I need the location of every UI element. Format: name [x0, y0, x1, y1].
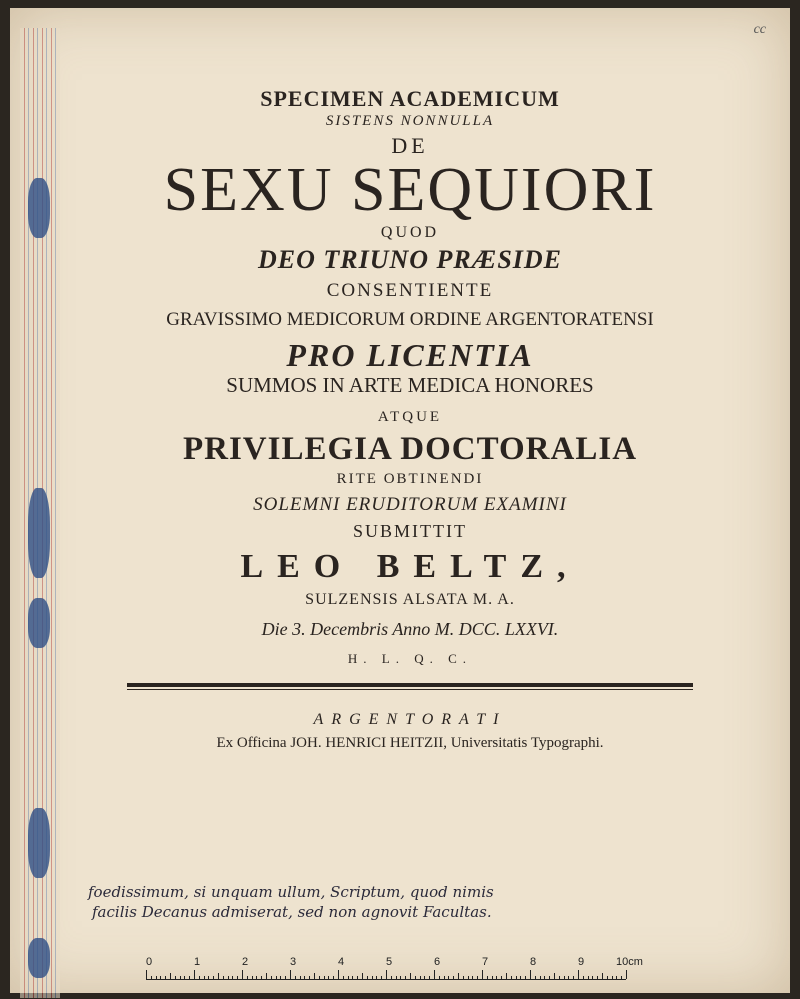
ruler-tick [184, 976, 185, 979]
consentiente-line: CONSENTIENTE [326, 280, 494, 301]
ruler-tick [554, 973, 555, 979]
ruler-tick [290, 970, 291, 979]
quod-line: QUOD [380, 224, 440, 241]
ruler-tick [189, 976, 190, 979]
ruler-tick [276, 976, 277, 979]
ruler-tick [352, 976, 353, 979]
ruler-tick [578, 970, 579, 979]
ruler-tick [607, 976, 608, 979]
ruler-tick [376, 976, 377, 979]
ruler-label: 3 [290, 956, 297, 968]
ruler-tick [223, 976, 224, 979]
ruler-tick [444, 976, 445, 979]
ruler-tick [626, 970, 627, 979]
ruler-tick [247, 976, 248, 979]
ruler-tick [434, 970, 435, 979]
ruler-tick [472, 976, 473, 979]
ruler-tick [564, 976, 565, 979]
ruler-tick [535, 976, 536, 979]
ruler-tick [304, 976, 305, 979]
ruler-tick [400, 976, 401, 979]
ruler-tick [194, 970, 195, 979]
ruler-tick [213, 976, 214, 979]
ruler-tick [477, 976, 478, 979]
de-line: DE [391, 133, 429, 158]
hlqc-line: H. L. Q. C. [347, 651, 473, 666]
ruler-tick [357, 976, 358, 979]
ruler-tick [420, 976, 421, 979]
ruler-tick [338, 970, 339, 979]
ruler-scale-bar [146, 970, 626, 980]
ruler-tick [328, 976, 329, 979]
ruler-tick [261, 976, 262, 979]
handwritten-line-2: facilis Decanus admiserat, sed non agnovit Facultas. [92, 903, 492, 922]
atque-line: ATQUE [377, 409, 443, 425]
ruler-label: 2 [242, 956, 249, 968]
ruler-tick [300, 976, 301, 979]
ruler-tick [314, 973, 315, 979]
ruler-tick [348, 976, 349, 979]
double-rule-divider [127, 683, 693, 690]
ruler-tick [568, 976, 569, 979]
imprint-printer: Ex Officina JOH. HENRICI HEITZII, Universitatis Typographi. [216, 735, 604, 751]
imprint-place: ARGENTORATI [313, 711, 507, 728]
solemni-line: SOLEMNI ERUDITORUM EXAMINI [253, 494, 567, 515]
ruler-tick [151, 976, 152, 979]
ruler-tick [492, 976, 493, 979]
ruler-tick [367, 976, 368, 979]
ruler-tick [549, 976, 550, 979]
ruler-label: 4 [338, 956, 345, 968]
handwritten-note [88, 882, 768, 923]
ruler-tick [463, 976, 464, 979]
ruler-label: 6 [434, 956, 441, 968]
rite-line: RITE OBTINENDI [336, 471, 484, 487]
ruler-tick [439, 976, 440, 979]
ruler-tick [242, 970, 243, 979]
ruler-tick [204, 976, 205, 979]
ruler-tick [156, 976, 157, 979]
ruler-label: 0 [146, 956, 153, 968]
main-title: SEXU SEQUIORI [163, 156, 657, 224]
ruler-tick [592, 976, 593, 979]
ruler-tick [237, 976, 238, 979]
ruler-tick [396, 976, 397, 979]
ruler-tick [621, 976, 622, 979]
ruler-tick [271, 976, 272, 979]
ruler-tick [506, 973, 507, 979]
ruler-tick [199, 976, 200, 979]
ruler-tick [295, 976, 296, 979]
ruler-tick [266, 973, 267, 979]
ruler-tick [487, 976, 488, 979]
gravissimo-line: GRAVISSIMO MEDICORUM ORDINE ARGENTORATENSI [166, 309, 654, 330]
ruler-label: 8 [530, 956, 537, 968]
ruler-tick [252, 976, 253, 979]
ruler-tick [530, 970, 531, 979]
ruler-tick [146, 970, 147, 979]
submittit-line: SUBMITTIT [353, 521, 467, 541]
ruler-tick [501, 976, 502, 979]
ruler-tick [559, 976, 560, 979]
ruler-tick [405, 976, 406, 979]
ruler-tick [285, 976, 286, 979]
scale-ruler [146, 956, 666, 986]
ruler-tick [602, 973, 603, 979]
ruler-tick [424, 976, 425, 979]
author-origin: SULZENSIS ALSATA M. A. [305, 591, 515, 608]
title-block [60, 88, 760, 751]
ruler-tick [386, 970, 387, 979]
ruler-tick [309, 976, 310, 979]
ruler-label: 1 [194, 956, 201, 968]
ruler-tick [208, 976, 209, 979]
ruler-tick [516, 976, 517, 979]
ruler-tick [612, 976, 613, 979]
ruler-tick [453, 976, 454, 979]
ruler-tick [525, 976, 526, 979]
ruler-tick [429, 976, 430, 979]
corner-pencil-mark: cc [753, 22, 766, 37]
ruler-tick [180, 976, 181, 979]
ruler-tick [175, 976, 176, 979]
ruler-tick [616, 976, 617, 979]
ruler-tick [256, 976, 257, 979]
ruler-tick [415, 976, 416, 979]
ruler-label: 10cm [616, 956, 643, 968]
ruler-label: 5 [386, 956, 393, 968]
ruler-tick [218, 973, 219, 979]
ruler-tick [496, 976, 497, 979]
ruler-tick [362, 973, 363, 979]
deo-line: DEO TRIUNO PRÆSIDE [257, 245, 563, 274]
ruler-tick [372, 976, 373, 979]
ruler-tick [520, 976, 521, 979]
ruler-tick [597, 976, 598, 979]
ruler-tick [280, 976, 281, 979]
ruler-tick [583, 976, 584, 979]
ruler-tick [588, 976, 589, 979]
summos-line: SUMMOS IN ARTE MEDICA HONORES [226, 373, 594, 397]
ruler-tick [170, 973, 171, 979]
ruler-tick [228, 976, 229, 979]
sistens-line: SISTENS NONNULLA [325, 113, 495, 129]
ruler-tick [540, 976, 541, 979]
ruler-label: 7 [482, 956, 489, 968]
ruler-tick [458, 973, 459, 979]
ruler-tick [410, 973, 411, 979]
ruler-tick [381, 976, 382, 979]
ruler-tick [511, 976, 512, 979]
date-line: Die 3. Decembris Anno M. DCC. LXXVI. [261, 619, 559, 639]
handwritten-line-1: foedissimum, si unquam ullum, Scriptum, quod nimis [88, 883, 494, 901]
privilegia-line: PRIVILEGIA DOCTORALIA [182, 431, 638, 467]
ruler-tick [573, 976, 574, 979]
ruler-tick [448, 976, 449, 979]
ruler-tick [343, 976, 344, 979]
ruler-tick [333, 976, 334, 979]
ruler-label: 9 [578, 956, 585, 968]
author-name: LEO BELTZ, [240, 548, 580, 585]
specimen-line: SPECIMEN ACADEMICUM [260, 86, 560, 111]
ruler-tick [232, 976, 233, 979]
ruler-tick [319, 976, 320, 979]
ruler-tick [391, 976, 392, 979]
ruler-tick [482, 970, 483, 979]
ruler-tick [165, 976, 166, 979]
pro-licentia-line: PRO LICENTIA [286, 337, 534, 373]
ruler-tick [160, 976, 161, 979]
ruler-tick [324, 976, 325, 979]
ruler-tick [544, 976, 545, 979]
ruler-tick [468, 976, 469, 979]
